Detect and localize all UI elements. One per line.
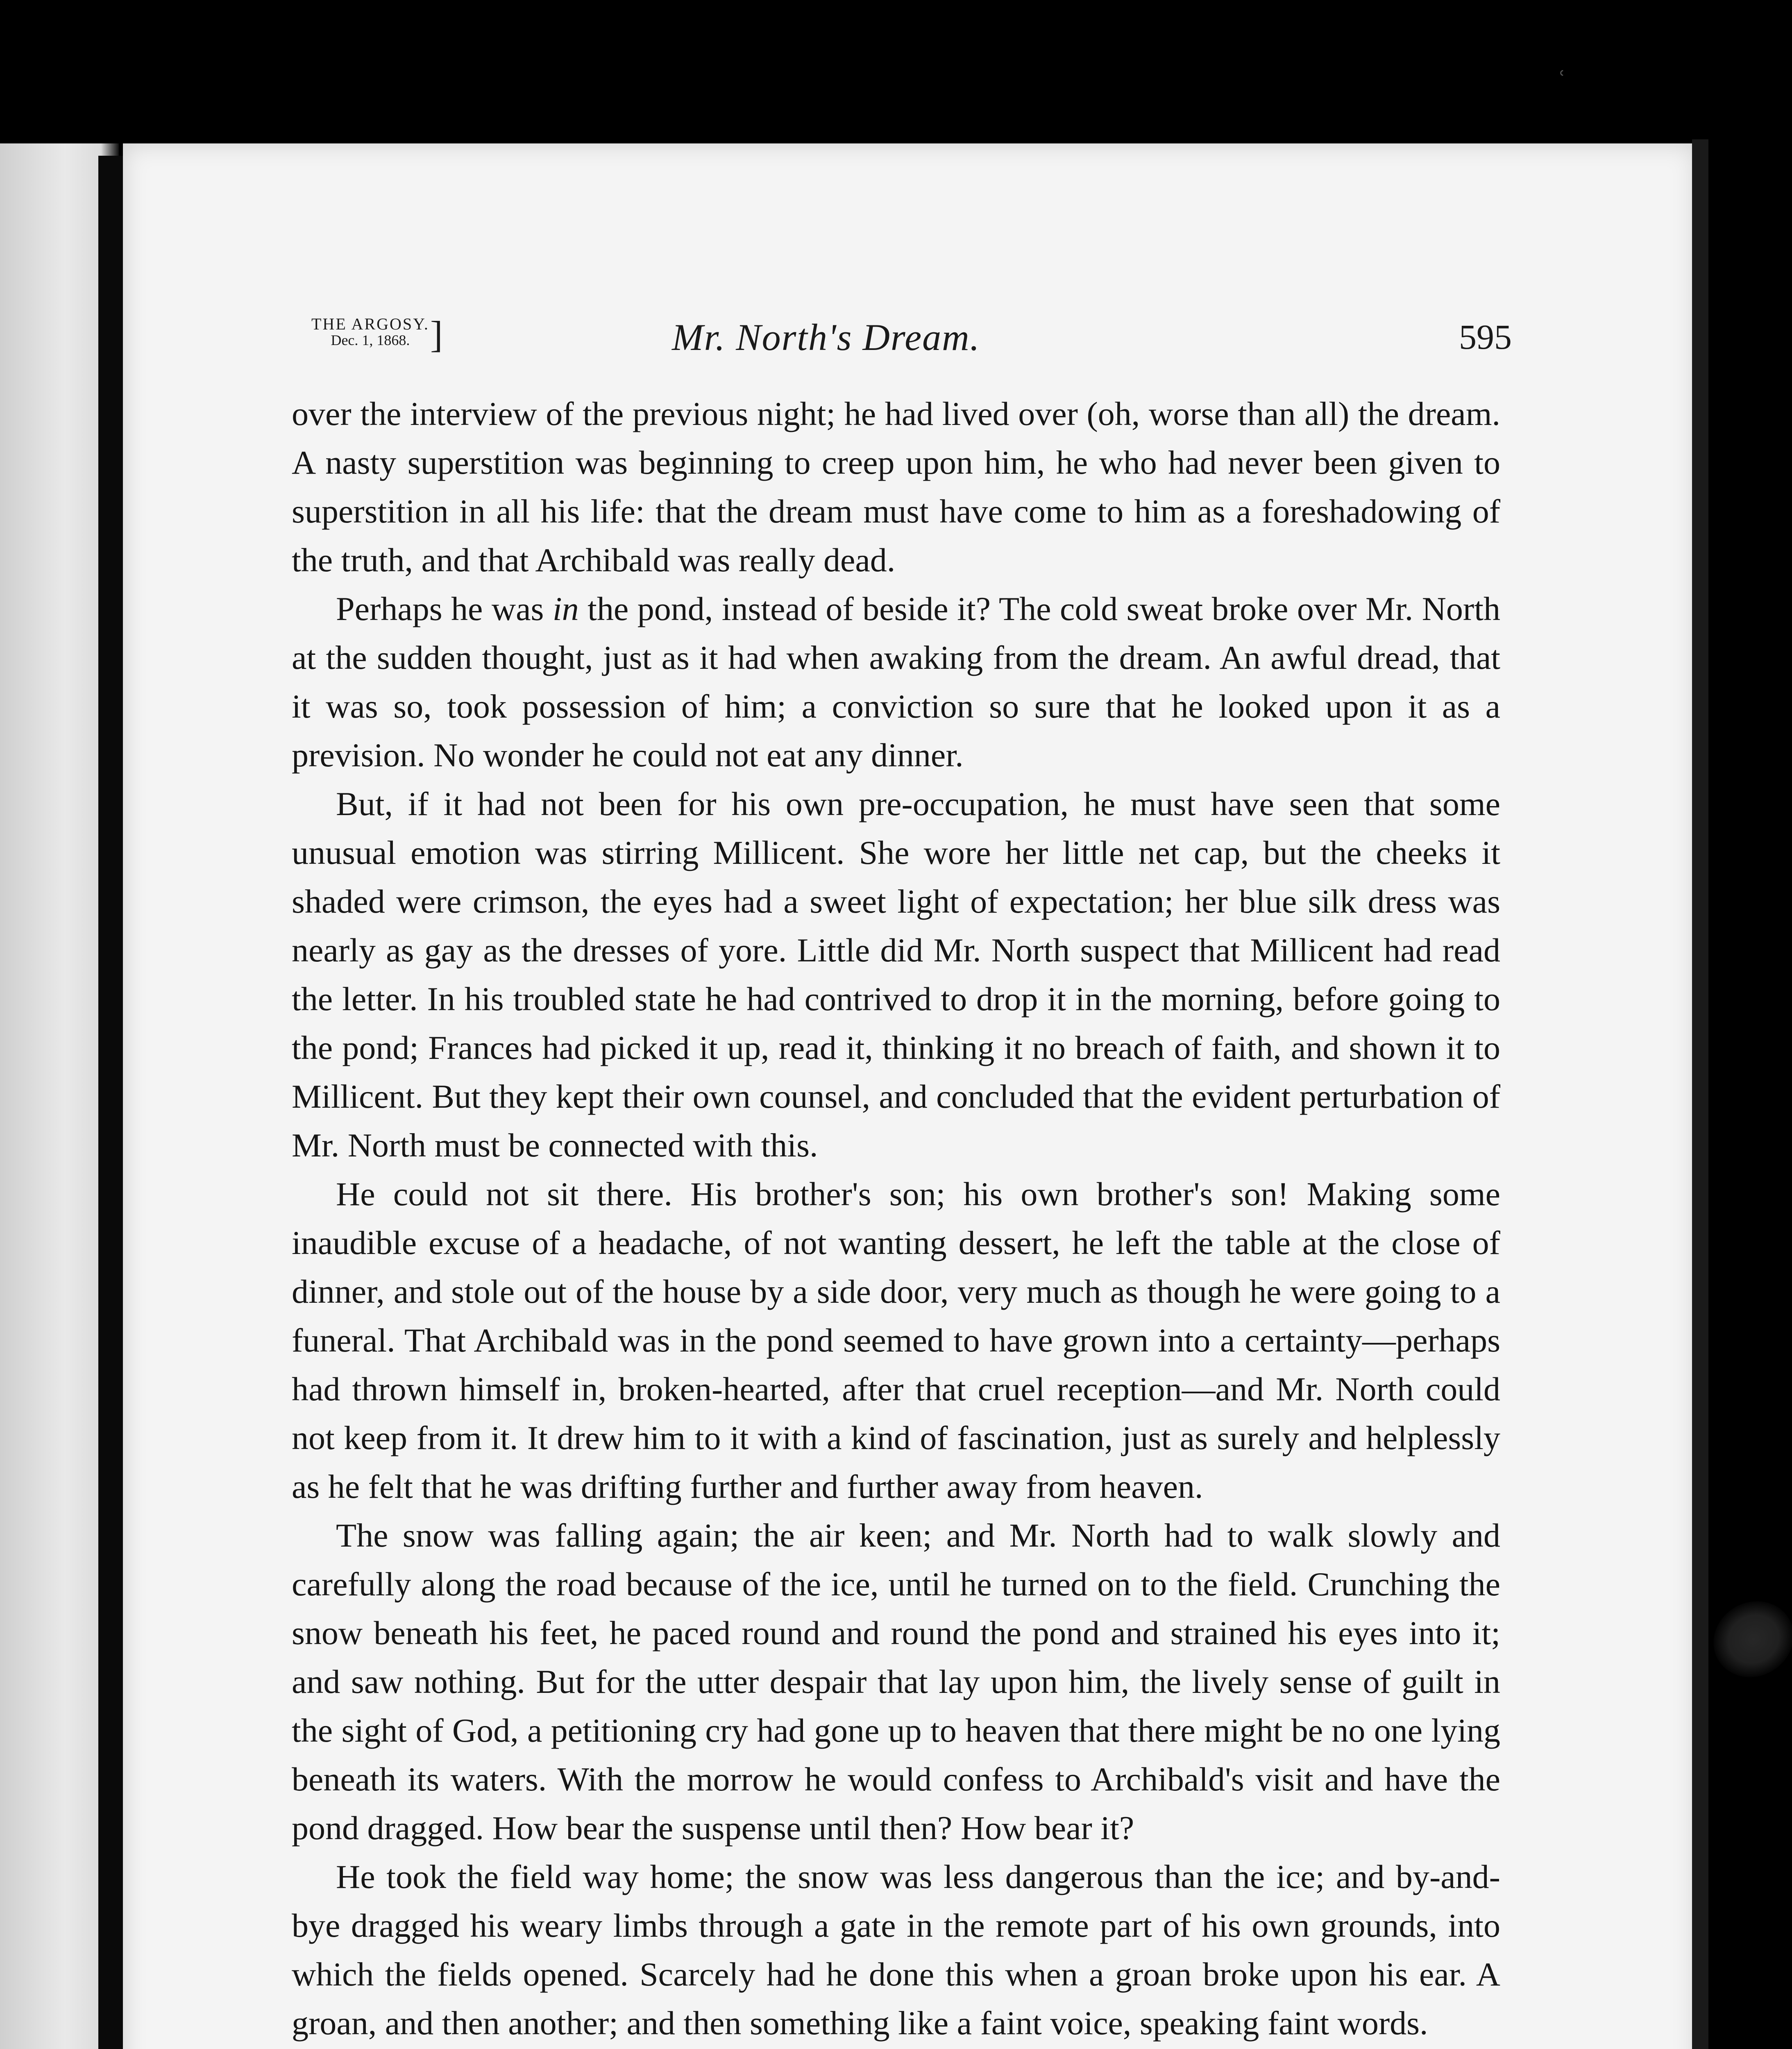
page-number: 595 xyxy=(1459,317,1512,357)
header-bracket: ] xyxy=(430,313,443,355)
italic-text: in xyxy=(552,590,579,627)
text-run: He could not sit there. His brother's son; his own brother's son! Making some inaudible excuse of a headache, of not wanting dessert, he left the table at the close of dinner, and stole out of the house by a side door, very much as though he were going to a funeral. That Archibald was in the pond seemed to have grown into a certainty—perhaps had thrown himself in, broken-hearted, after that cruel reception—and Mr. North could not keep from it. It drew him to it with a kind of fascination, just as surely and helplessly as he felt that he was drifting further and further away from heaven. xyxy=(292,1175,1500,1505)
page-title: Mr. North's Dream. xyxy=(672,316,980,358)
running-head xyxy=(311,316,429,348)
paragraph xyxy=(292,584,1500,779)
text-run: the pond, instead of beside it? The cold sweat broke over Mr. North at the sudden thought, just as it had when awaking from the dream. An awful dread, that it was so, took possession of him; a conviction so sure that he looked upon it as a prevision. No wonder he could not eat any dinner. xyxy=(292,590,1500,774)
text-run: But, if it had not been for his own pre-occupation, he must have seen that some unusual emotion was stirring Millicent. She wore her little net cap, but the cheeks it shaded were crimson, the eyes had a sweet light of expectation; her blue silk dress was nearly as gay as the dresses of yore. Little did Mr. North suspect that Millicent had read the letter. In his troubled state he had contrived to drop it in the morning, before going to the pond; Frances had picked it up, read it, thinking it no breach of faith, and shown it to Millicent. But they kept their own counsel, and concluded that the evident perturbation of Mr. North must be connected with this. xyxy=(292,785,1500,1164)
paragraph xyxy=(292,779,1500,1170)
text-run: He took the field way home; the snow was less dangerous than the ice; and by-and-bye dragged his weary limbs through a gate in the remote part of his own grounds, into which the fields opened. Scarcely had he done this when a groan broke upon his ear. A groan, and then another; and then something like a faint voice, speaking faint words. xyxy=(292,1858,1500,2042)
paragraph xyxy=(292,1511,1500,1852)
paragraph xyxy=(292,2047,1500,2049)
body-text xyxy=(292,389,1500,2049)
text-run: Perhaps he was xyxy=(336,590,553,627)
text-run: over the interview of the previous night; he had lived over (oh, worse than all) the dream. A nasty superstition was beginning to creep upon him, he who had never been given to superstition in all his life: that the dream must have come to him as a foreshadowing of the truth, and that Archibald was really dead. xyxy=(292,395,1500,579)
paragraph xyxy=(292,1170,1500,1511)
issue-date: Dec. 1, 1868. xyxy=(331,332,410,348)
paragraph xyxy=(292,1852,1500,2047)
page-right-edge xyxy=(1692,139,1708,2049)
text-run: The snow was falling again; the air keen; and Mr. North had to walk slowly and carefully along the road because of the ice, until he turned on to the field. Crunching the snow beneath his feet, he paced round and round the pond and strained his eyes into it; and saw nothing. But for the utter despair that lay upon him, the lively sense of guilt in the sight of God, a petitioning cry had gone up to heaven that there might be no one lying beneath its waters. With the morrow he would confess to Archibald's visit and have the pond dragged. How bear the suspense until then? How bear it? xyxy=(292,1517,1500,1847)
scan-corner-mark: ʿ xyxy=(1557,66,1567,98)
paragraph xyxy=(292,389,1500,584)
page-header xyxy=(311,313,1512,365)
magazine-name: THE ARGOSY. xyxy=(311,315,429,333)
